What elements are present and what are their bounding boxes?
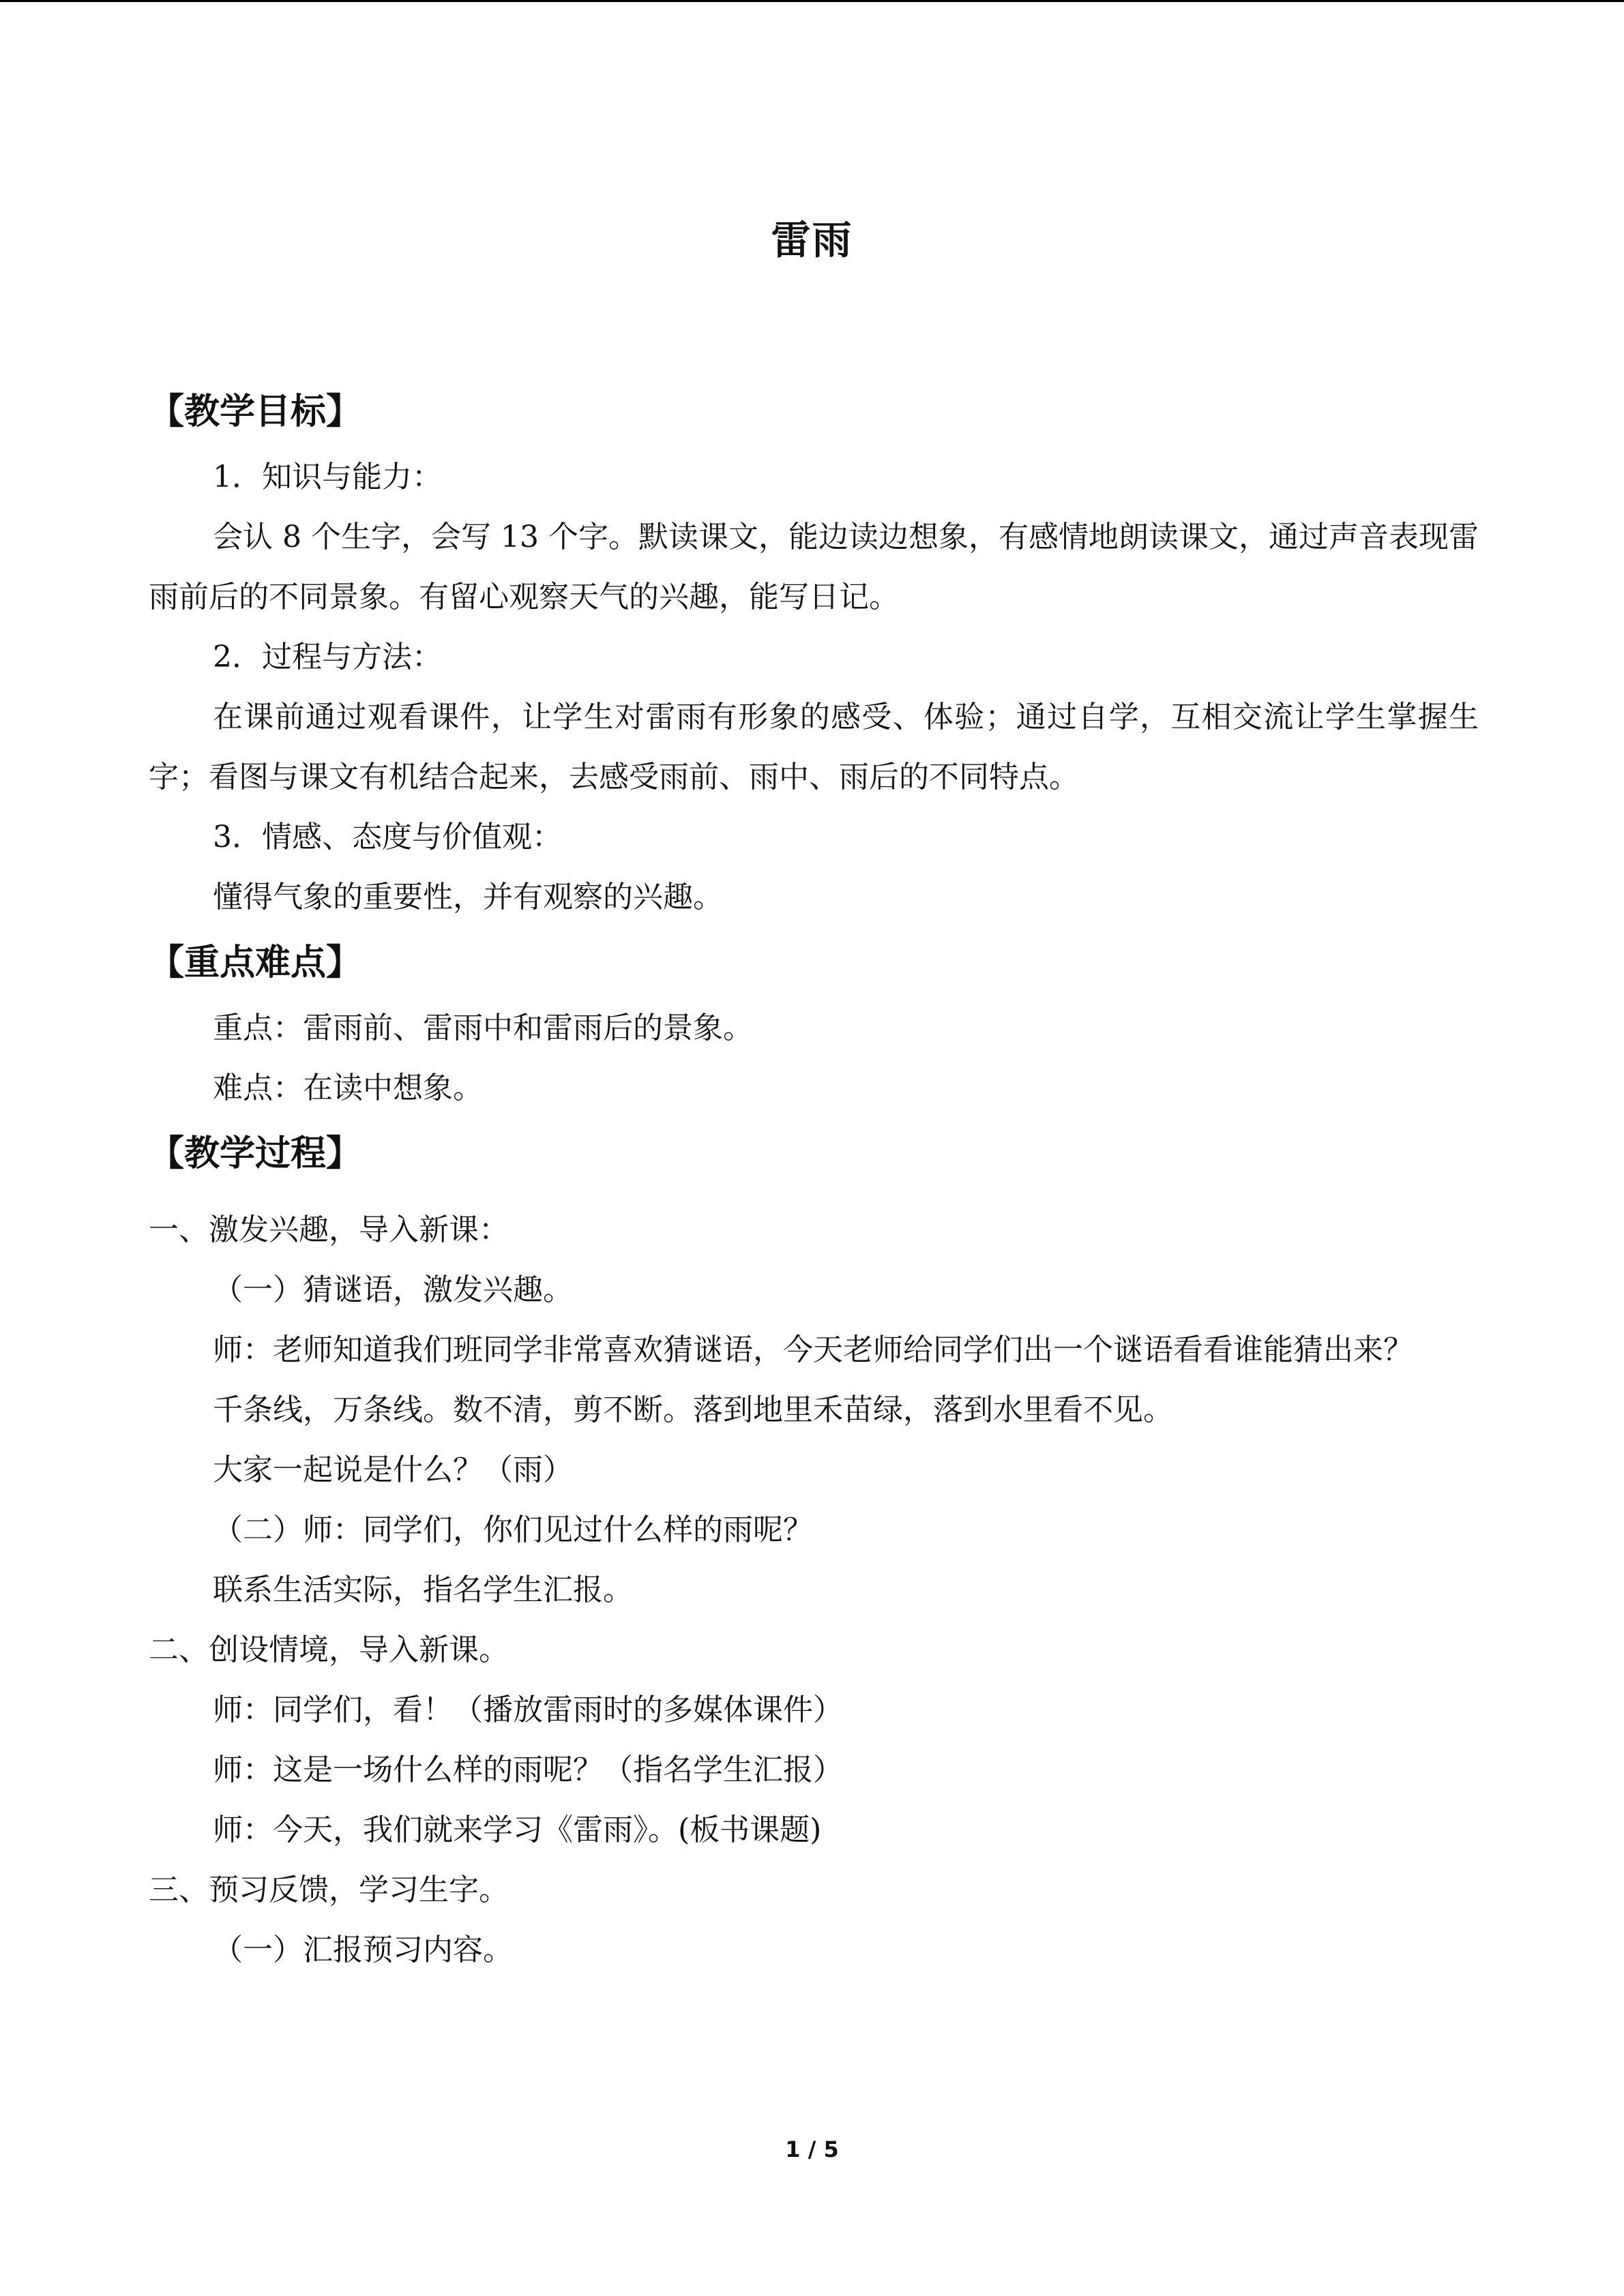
process-step-3-sub-1: （一）汇报预习内容。	[213, 1933, 513, 1967]
section-heading-objectives: 【教学目标】	[149, 391, 362, 432]
process-step-1-report: 联系生活实际，指名学生汇报。	[213, 1572, 633, 1607]
key-focus: 重点：雷雨前、雷雨中和雷雨后的景象。	[213, 1011, 753, 1045]
section-heading-key-points: 【重点难点】	[149, 942, 362, 983]
objective-1-text: 会认 8 个生字，会写 13 个字。默读课文，能边读边想象，有感情地朗读课文，通过声音表现雷雨前后的不同景象。有留心观察天气的兴趣，能写日记。	[149, 520, 1479, 614]
section-heading-process: 【教学过程】	[149, 1133, 362, 1174]
objective-3-text: 懂得气象的重要性，并有观察的兴趣。	[213, 880, 723, 914]
objective-2-title: 2．过程与方法：	[213, 640, 442, 674]
objective-1-title: 1．知识与能力：	[213, 460, 442, 494]
process-step-2-line-2: 师：这是一场什么样的雨呢？（指名学生汇报）	[213, 1753, 843, 1787]
objective-2-text: 在课前通过观看课件，让学生对雷雨有形象的感受、体验；通过自学，互相交流让学生掌握生字；看图与课文有机结合起来，去感受雨前、雨中、雨后的不同特点。	[149, 700, 1479, 794]
top-border-line	[0, 0, 1624, 2]
process-step-1-sub-2: （二）师：同学们，你们见过什么样的雨呢？	[213, 1512, 813, 1547]
key-difficulty: 难点：在读中想象。	[213, 1071, 483, 1105]
process-step-1-sub-1: （一）猜谜语，激发兴趣。	[213, 1272, 573, 1307]
process-step-3: 三、预习反馈，学习生字。	[149, 1873, 509, 1907]
page-number: 1 / 5	[785, 2136, 839, 2162]
process-step-2-line-1: 师：同学们，看！（播放雷雨时的多媒体课件）	[213, 1693, 843, 1727]
process-step-1-riddle: 千条线，万条线。数不清，剪不断。落到地里禾苗绿，落到水里看不见。	[213, 1392, 1173, 1427]
process-step-1: 一、激发兴趣，导入新课：	[149, 1212, 509, 1247]
process-step-1-teacher: 师：老师知道我们班同学非常喜欢猜谜语，今天老师给同学们出一个谜语看看谁能猜出来？	[213, 1332, 1413, 1367]
objective-3-title: 3．情感、态度与价值观：	[213, 820, 562, 854]
process-step-2: 二、创设情境，导入新课。	[149, 1632, 509, 1667]
document-body	[149, 382, 1479, 1980]
document-title: 雷雨	[771, 217, 853, 263]
process-step-2-line-3: 师：今天，我们就来学习《雷雨》。(板书课题)	[213, 1813, 822, 1847]
process-step-1-answer: 大家一起说是什么？（雨）	[213, 1452, 573, 1487]
